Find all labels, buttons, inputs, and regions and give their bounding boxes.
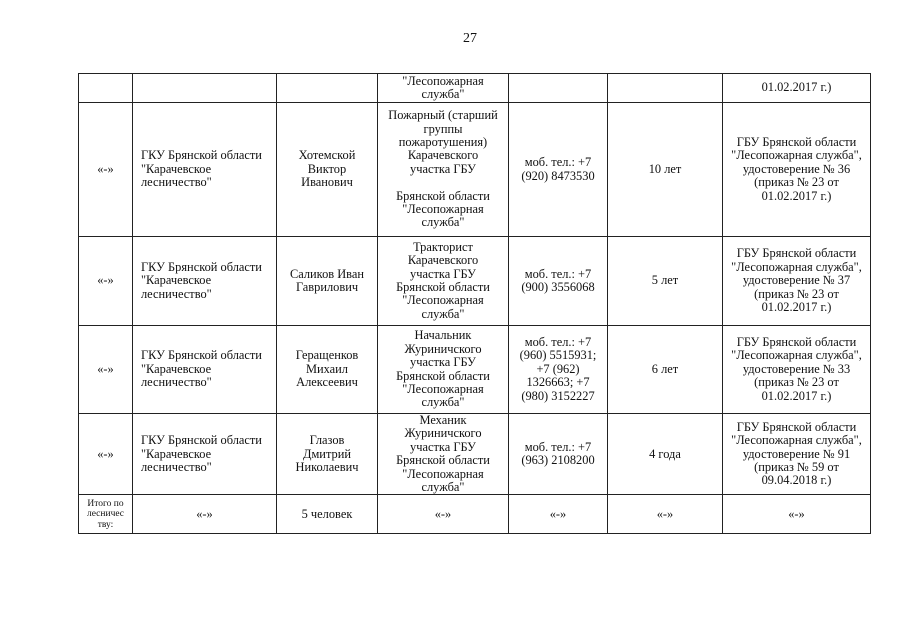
position-cell: Механик Журиничского участка ГБУ Брянской области "Лесопожарная служба" xyxy=(378,414,509,495)
experience-cell: 6 лет xyxy=(608,326,723,414)
certificate-cell: ГБУ Брянской области "Лесопожарная служба", удостоверение № 36 (приказ № 23 от 01.02.2017 г.) xyxy=(723,103,871,237)
phone-cell: моб. тел.: +7 (920) 8473530 xyxy=(509,103,608,237)
table-row xyxy=(79,74,871,103)
marker-cell: «-» xyxy=(79,414,133,495)
certificate-cell: ГБУ Брянской области "Лесопожарная служба", удостоверение № 33 (приказ № 23 от 01.02.2017 г.) xyxy=(723,326,871,414)
certificate-cell: ГБУ Брянской области "Лесопожарная служба", удостоверение № 91 (приказ № 59 от 09.04.2018 г.) xyxy=(723,414,871,495)
table-row xyxy=(79,103,871,237)
name-cell: Глазов Дмитрий Николаевич xyxy=(277,414,378,495)
certificate-cell: ГБУ Брянской области "Лесопожарная служба", удостоверение № 37 (приказ № 23 от 01.02.2017 г.) xyxy=(723,237,871,326)
organization-cell xyxy=(133,74,277,103)
table-row xyxy=(79,414,871,495)
marker-cell: «-» xyxy=(79,103,133,237)
total-phone-cell: «-» xyxy=(509,495,608,534)
total-position-cell: «-» xyxy=(378,495,509,534)
phone-cell: моб. тел.: +7 (960) 5515931; +7 (962) 1326663; +7 (980) 3152227 xyxy=(509,326,608,414)
marker-cell: «-» xyxy=(79,237,133,326)
phone-cell: моб. тел.: +7 (963) 2108200 xyxy=(509,414,608,495)
total-row xyxy=(79,495,871,534)
experience-cell: 10 лет xyxy=(608,103,723,237)
marker-cell xyxy=(79,74,133,103)
table-row xyxy=(79,237,871,326)
name-cell xyxy=(277,74,378,103)
experience-cell xyxy=(608,74,723,103)
marker-cell: «-» xyxy=(79,326,133,414)
table-row xyxy=(79,326,871,414)
position-cell: "Лесопожарная служба" xyxy=(378,74,509,103)
total-certificate-cell: «-» xyxy=(723,495,871,534)
name-cell: Хотемской Виктор Иванович xyxy=(277,103,378,237)
experience-cell: 5 лет xyxy=(608,237,723,326)
total-label-cell: Итого по лесничес тву: xyxy=(79,495,133,534)
phone-cell xyxy=(509,74,608,103)
position-cell: Начальник Журиничского участка ГБУ Брянской области "Лесопожарная служба" xyxy=(378,326,509,414)
experience-cell: 4 года xyxy=(608,414,723,495)
phone-cell: моб. тел.: +7 (900) 3556068 xyxy=(509,237,608,326)
total-organization-cell: «-» xyxy=(133,495,277,534)
organization-cell: ГКУ Брянской области "Карачевское лесничество" xyxy=(133,326,277,414)
certificate-cell: 01.02.2017 г.) xyxy=(723,74,871,103)
organization-cell: ГКУ Брянской области "Карачевское лесничество" xyxy=(133,414,277,495)
name-cell: Саликов Иван Гаврилович xyxy=(277,237,378,326)
total-experience-cell: «-» xyxy=(608,495,723,534)
organization-cell: ГКУ Брянской области "Карачевское лесничество" xyxy=(133,103,277,237)
position-cell: Тракторист Карачевского участка ГБУ Брянской области "Лесопожарная служба" xyxy=(378,237,509,326)
name-cell: Геращенков Михаил Алексеевич xyxy=(277,326,378,414)
page-number: 27 xyxy=(463,31,477,46)
organization-cell: ГКУ Брянской области "Карачевское лесничество" xyxy=(133,237,277,326)
position-cell: Пожарный (старший группы пожаротушения) Карачевского участка ГБУ Брянской области "Лесопожарная служба" xyxy=(378,103,509,237)
personnel-table xyxy=(78,73,871,534)
total-count-cell: 5 человек xyxy=(277,495,378,534)
